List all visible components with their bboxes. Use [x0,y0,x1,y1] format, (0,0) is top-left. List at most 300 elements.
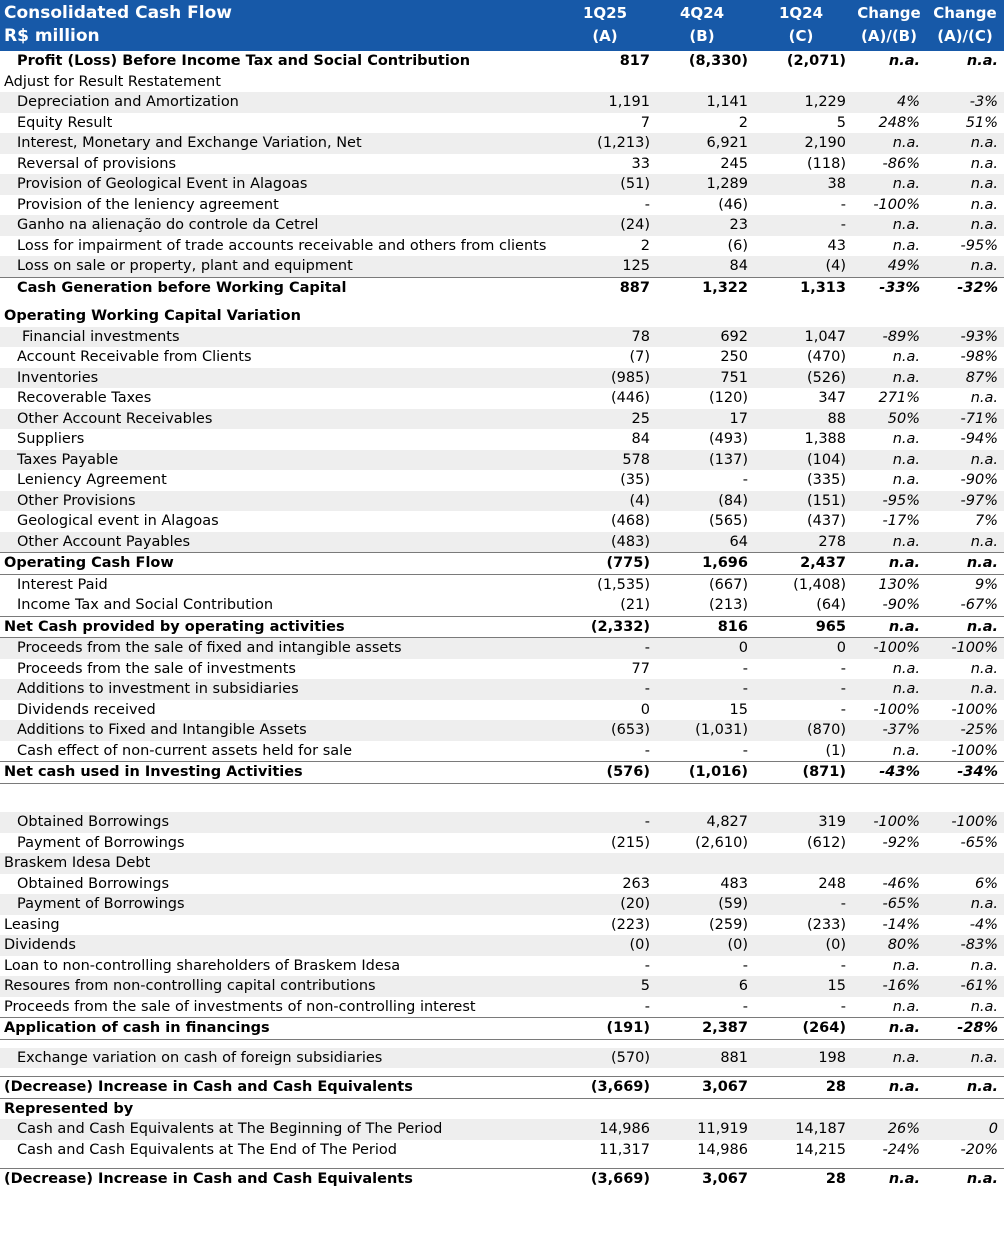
value-1q25: 263 [622,875,650,892]
value-change-ac: n.a. [970,451,998,468]
value-1q25: 11,317 [599,1141,650,1158]
value-4q24: 250 [720,349,748,365]
value-4q24: - [742,681,748,697]
value-4q24: (2,610) [695,834,748,851]
table-row [0,277,1004,299]
value-1q24: (2,071) [786,53,846,69]
value-change-ab: -65% [882,896,920,912]
value-4q24: 483 [720,875,748,892]
value-1q25: - [644,814,650,830]
table-row [0,997,1004,1018]
col-header-label: 1Q25 [582,4,628,22]
value-change-ab: 4% [896,94,920,110]
table-row [0,113,1004,134]
value-1q25: (24) [620,217,650,233]
value-1q24: (1) [825,742,846,759]
value-change-ac: n.a. [970,896,998,912]
row-label: Provision of the leniency agreement [17,196,279,213]
value-1q24: 28 [825,1171,846,1187]
value-4q24: (493) [709,431,748,447]
value-change-ab: 271% [878,390,920,406]
table-row [0,532,1004,553]
value-1q24: 2,190 [804,135,846,151]
value-change-ac: -25% [960,722,998,738]
value-1q25: (4) [629,492,650,509]
table-row [0,51,1004,72]
value-1q25: 1,191 [608,94,650,110]
value-change-ab: 130% [878,576,920,593]
value-1q24: (526) [807,369,846,386]
value-4q24: 23 [729,217,748,233]
value-change-ac: n.a. [970,681,998,697]
value-change-ac: -20% [960,1141,998,1158]
value-change-ab: -24% [882,1141,920,1158]
value-4q24: 2,387 [702,1020,748,1036]
row-label: Interest Paid [17,576,108,593]
value-1q25: 887 [619,279,650,296]
value-change-ac: -4% [969,916,998,933]
value-4q24: 1,141 [706,94,748,110]
table-row [0,92,1004,113]
value-change-ac: n.a. [966,555,998,571]
col-header-4q24 [667,2,737,48]
value-1q24: 1,047 [804,328,846,345]
value-1q24: (470) [807,349,846,365]
table-header [0,0,1004,51]
value-1q25: 7 [640,114,650,131]
row-label: Cash and Cash Equivalents at The End of The Period [17,1141,397,1158]
value-1q24: 5 [836,114,846,131]
table-row [0,874,1004,895]
row-label: (Decrease) Increase in Cash and Cash Equivalents [4,1079,413,1095]
row-label: Proceeds from the sale of investments of non-controlling interest [4,998,476,1015]
value-4q24: (1,031) [695,722,748,738]
table-row [0,741,1004,762]
value-change-ac: -98% [960,349,998,365]
table-row [0,812,1004,833]
row-label: Additions to Fixed and Intangible Assets [17,722,307,738]
value-1q24: - [840,957,846,974]
table-row [0,894,1004,915]
value-1q25: 2 [640,237,650,254]
value-1q25: (468) [611,513,650,529]
row-label: Operating Working Capital Variation [4,308,301,324]
table-row [0,853,1004,874]
value-change-ab: -100% [873,196,920,213]
row-label: Payment of Borrowings [17,896,185,912]
row-label: Interest, Monetary and Exchange Variation, Net [17,135,362,151]
col-header-label: 4Q24 [679,4,725,22]
value-1q24: 43 [827,237,846,254]
value-1q25: (3,669) [590,1171,650,1187]
value-change-ac: n.a. [966,618,998,635]
row-label: Cash effect of non-current assets held for sale [17,742,353,759]
table-row [0,306,1004,327]
value-1q24: 319 [818,814,846,830]
table-row [0,659,1004,680]
row-spacer [0,784,1004,792]
row-label: Payment of Borrowings [17,834,185,851]
value-change-ac: -100% [951,640,998,656]
value-change-ac: -3% [969,94,998,110]
col-header-change-ac [928,2,1002,48]
value-4q24: 3,067 [702,1079,748,1095]
col-header-label: 1Q24 [778,4,824,22]
table-row [0,327,1004,348]
value-1q24: 248 [818,875,846,892]
value-1q25: - [644,196,650,213]
value-1q25: 78 [631,328,650,345]
row-label: Dividends [4,937,76,953]
value-change-ac: -94% [960,431,998,447]
value-change-ab: -90% [882,597,920,613]
row-label: Cash Generation before Working Capital [17,279,347,296]
value-1q25: 817 [619,53,650,69]
table-row [0,450,1004,471]
value-1q25: (483) [611,533,650,550]
col-header-label: Change [933,4,997,22]
value-change-ab: n.a. [892,349,920,365]
value-4q24: (6) [727,237,748,254]
value-1q24: 0 [836,640,846,656]
value-change-ab: n.a. [888,1171,920,1187]
value-1q25: (1,213) [597,135,650,151]
value-1q25: - [644,681,650,697]
value-1q24: 1,313 [800,279,846,296]
table-row [0,215,1004,236]
value-4q24: (565) [709,513,748,529]
value-1q24: (64) [816,597,846,613]
value-change-ab: -100% [873,814,920,830]
value-1q25: - [644,742,650,759]
col-header-sub: (A)/(B) [861,27,917,45]
value-4q24: - [742,472,748,488]
value-change-ab: n.a. [892,217,920,233]
value-change-ab: n.a. [888,1079,920,1095]
col-header-label: Change [857,4,921,22]
table-row [0,347,1004,368]
value-change-ac: n.a. [970,155,998,172]
value-change-ab: n.a. [892,431,920,447]
value-change-ac: n.a. [970,660,998,677]
value-4q24: (213) [709,597,748,613]
value-4q24: 0 [738,640,748,656]
row-label: Proceeds from the sale of investments [17,660,296,677]
table-row [0,1099,1004,1120]
table-row [0,595,1004,616]
row-label: Account Receivable from Clients [17,349,252,365]
value-4q24: 816 [717,618,748,635]
value-1q25: 33 [631,155,650,172]
value-1q24: 28 [825,1079,846,1095]
value-1q25: (191) [606,1020,650,1036]
value-change-ab: -92% [882,834,920,851]
value-1q24: 1,388 [804,431,846,447]
table-row [0,956,1004,977]
value-1q25: 0 [640,701,650,718]
value-1q25: - [644,640,650,656]
value-change-ab: -95% [882,492,920,509]
value-1q25: (985) [611,369,650,386]
row-label: Application of cash in financings [4,1020,270,1036]
row-label: Profit (Loss) Before Income Tax and Social Contribution [17,53,471,69]
value-change-ab: n.a. [888,53,920,69]
value-1q24: (870) [807,722,846,738]
value-1q25: (7) [629,349,650,365]
value-4q24: (8,330) [688,53,748,69]
value-change-ab: -16% [882,978,920,994]
row-label: Resoures from non-controlling capital contributions [4,978,376,994]
value-change-ab: -100% [873,640,920,656]
value-change-ac: 51% [965,114,998,131]
value-change-ab: n.a. [892,957,920,974]
table-row [0,174,1004,195]
table-row [0,915,1004,936]
value-change-ac: -93% [960,328,998,345]
value-1q24: (151) [807,492,846,509]
title-line-2: R$ million [4,26,100,46]
value-change-ac: n.a. [970,176,998,192]
value-change-ac: -97% [960,492,998,509]
table-row [0,935,1004,956]
value-4q24: 1,322 [702,279,748,296]
value-1q24: 198 [818,1049,846,1066]
value-change-ab: 50% [887,410,920,427]
row-label: Cash and Cash Equivalents at The Beginning of The Period [17,1121,443,1137]
table-row [0,511,1004,532]
value-change-ac: n.a. [970,390,998,406]
table-row [0,1017,1004,1040]
value-change-ac: 0 [988,1121,998,1137]
value-1q25: (3,669) [590,1079,650,1095]
title-line-1: Consolidated Cash Flow [4,3,233,23]
col-header-1q24 [766,2,836,48]
table-row [0,72,1004,93]
value-change-ac: n.a. [970,998,998,1015]
value-4q24: (1,016) [688,764,748,780]
value-change-ac: -32% [957,279,998,296]
row-label: Obtained Borrowings [17,875,170,892]
value-change-ac: n.a. [966,1171,998,1187]
row-label: Other Account Receivables [17,410,213,427]
value-change-ac: n.a. [970,533,998,550]
table-row [0,429,1004,450]
row-label: Loss on sale or property, plant and equipment [17,258,353,274]
value-change-ab: -37% [882,722,920,738]
col-header-sub: (C) [788,27,814,45]
value-change-ab: n.a. [892,1049,920,1066]
value-1q24: - [840,896,846,912]
value-change-ac: -100% [951,742,998,759]
value-4q24: 64 [729,533,748,550]
value-change-ac: 7% [974,513,998,529]
value-1q25: 125 [622,258,650,274]
value-4q24: 84 [729,258,748,274]
value-change-ac: n.a. [970,957,998,974]
value-change-ac: -67% [960,597,998,613]
value-4q24: (137) [709,451,748,468]
value-4q24: 1,289 [706,176,748,192]
value-1q25: (775) [606,555,650,571]
value-change-ab: n.a. [892,237,920,254]
table-row [0,133,1004,154]
value-1q24: - [840,701,846,718]
value-1q25: 84 [631,431,650,447]
row-label: Geological event in Alagoas [17,513,219,529]
value-1q24: (264) [802,1020,846,1036]
row-label: Additions to investment in subsidiaries [17,681,299,697]
table-title [4,2,232,48]
value-1q24: (104) [807,451,846,468]
value-change-ac: -34% [957,764,998,780]
row-label: Equity Result [17,114,113,131]
value-1q25: (446) [611,390,650,406]
row-label: Suppliers [17,431,85,447]
value-1q25: (35) [620,472,650,488]
value-4q24: 14,986 [697,1141,748,1158]
table-row [0,720,1004,741]
value-change-ab: n.a. [892,176,920,192]
value-1q24: 14,215 [795,1141,846,1158]
value-4q24: 751 [720,369,748,386]
value-change-ab: -17% [882,513,920,529]
table-row [0,552,1004,575]
table-row [0,236,1004,257]
row-spacer [0,1040,1004,1048]
value-change-ab: n.a. [892,533,920,550]
table-row [0,491,1004,512]
row-label: Recoverable Taxes [17,390,152,406]
value-1q25: (576) [606,764,650,780]
table-body [0,51,1004,1190]
value-4q24: 17 [729,410,748,427]
row-label: Other Account Payables [17,533,191,550]
table-row [0,1140,1004,1161]
value-1q24: 38 [827,176,846,192]
table-row [0,792,1004,813]
value-1q25: (21) [620,597,650,613]
value-change-ac: -95% [960,237,998,254]
value-change-ab: n.a. [892,998,920,1015]
row-label: Net Cash provided by operating activities [4,618,345,635]
table-row [0,1168,1004,1190]
value-change-ab: 80% [887,937,920,953]
value-change-ab: n.a. [892,681,920,697]
row-label: Obtained Borrowings [17,814,170,830]
value-change-ac: -100% [951,814,998,830]
table-row [0,368,1004,389]
value-4q24: 11,919 [697,1121,748,1137]
value-change-ab: n.a. [888,1020,920,1036]
table-row [0,1048,1004,1069]
value-1q24: - [840,660,846,677]
row-label: Adjust for Result Restatement [4,73,221,90]
table-row [0,154,1004,175]
value-1q25: 578 [622,451,650,468]
row-label: Represented by [4,1100,134,1117]
value-change-ac: -100% [951,701,998,718]
value-4q24: 881 [720,1049,748,1066]
col-header-change-ab [852,2,926,48]
col-header-sub: (A) [592,27,618,45]
value-1q24: (1,408) [793,576,846,593]
value-4q24: (667) [709,576,748,593]
table-row [0,616,1004,639]
value-change-ab: n.a. [888,555,920,571]
value-change-ab: -43% [879,764,920,780]
value-change-ac: -61% [960,978,998,994]
row-label: Proceeds from the sale of fixed and intangible assets [17,640,402,656]
value-change-ac: n.a. [970,217,998,233]
value-1q24: 278 [818,533,846,550]
table-row [0,833,1004,854]
row-label: Leasing [4,916,60,933]
value-change-ac: -71% [960,410,998,427]
value-4q24: (120) [709,390,748,406]
value-4q24: (46) [718,196,748,213]
value-change-ab: n.a. [892,472,920,488]
value-1q24: (437) [807,513,846,529]
value-1q24: 1,229 [804,94,846,110]
value-change-ac: n.a. [970,196,998,213]
table-row [0,409,1004,430]
value-1q25: (20) [620,896,650,912]
row-label: Net cash used in Investing Activities [4,764,303,780]
value-4q24: - [742,742,748,759]
row-label: Dividends received [17,701,156,718]
value-change-ac: -83% [960,937,998,953]
value-1q25: (51) [620,176,650,192]
value-4q24: 6 [738,978,748,994]
value-1q24: (118) [807,155,846,172]
row-label: (Decrease) Increase in Cash and Cash Equivalents [4,1171,413,1187]
value-4q24: 3,067 [702,1171,748,1187]
table-row [0,195,1004,216]
value-1q24: 347 [818,390,846,406]
row-label: Reversal of provisions [17,155,176,172]
col-header-sub: (A)/(C) [937,27,993,45]
value-change-ab: -89% [882,328,920,345]
table-row [0,679,1004,700]
value-4q24: 1,696 [702,555,748,571]
value-change-ac: 6% [974,875,998,892]
value-1q25: (215) [611,834,650,851]
value-change-ab: 248% [878,114,920,131]
value-1q24: 2,437 [800,555,846,571]
value-1q24: 15 [827,978,846,994]
row-label: Income Tax and Social Contribution [17,597,274,613]
value-1q25: 5 [640,978,650,994]
row-spacer [0,1160,1004,1168]
value-4q24: 6,921 [706,135,748,151]
value-change-ab: -14% [882,916,920,933]
value-1q25: (223) [611,916,650,933]
row-label: Operating Cash Flow [4,555,174,571]
table-row [0,976,1004,997]
value-change-ac: n.a. [966,1079,998,1095]
value-change-ab: -46% [882,875,920,892]
value-1q25: (2,332) [590,618,650,635]
value-1q25: 77 [631,660,650,677]
value-change-ac: -28% [957,1020,998,1036]
value-1q24: - [840,998,846,1015]
value-change-ab: n.a. [892,135,920,151]
value-4q24: (259) [709,916,748,933]
value-4q24: - [742,660,748,677]
value-1q24: 14,187 [795,1121,846,1137]
value-change-ab: -100% [873,701,920,718]
table-row [0,388,1004,409]
